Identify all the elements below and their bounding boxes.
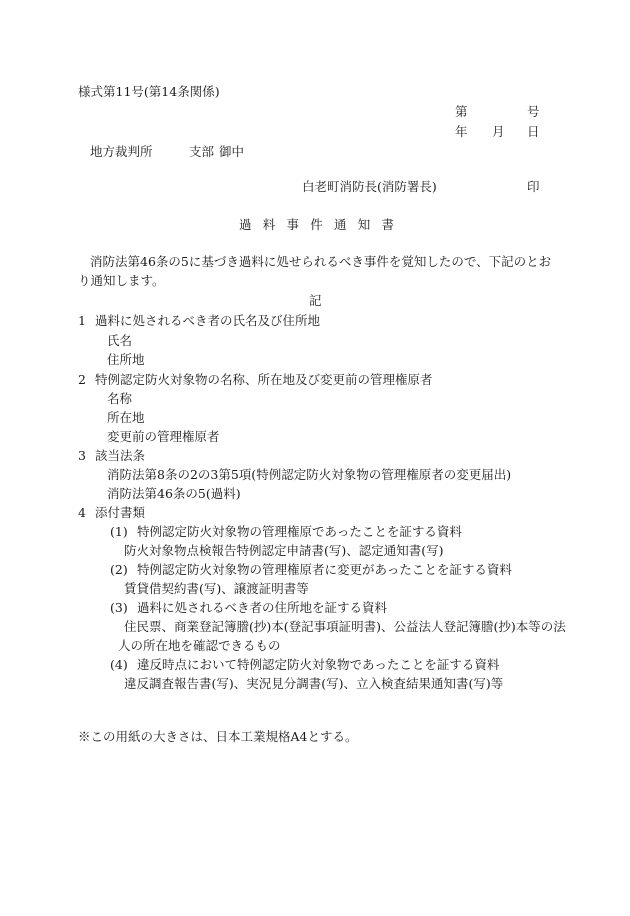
item4-4-number: (4) bbox=[110, 657, 128, 672]
addressee-branch: 支部 bbox=[189, 144, 215, 159]
item1-heading: 過料に処されるべき者の氏名及び住所地 bbox=[95, 313, 321, 328]
date-month: 月 bbox=[492, 124, 505, 139]
item4-1-number: (1) bbox=[110, 524, 128, 539]
item4-3-detail-line1: 住民票、商業登記簿謄(抄)本(登記事項証明書)、公益法人登記簿謄(抄)本等の法 bbox=[124, 619, 566, 634]
item2-name: 名称 bbox=[107, 391, 133, 406]
date-day: 日 bbox=[527, 124, 540, 139]
item4-2-heading: 特例認定防火対象物の管理権原者に変更があったことを証する資料 bbox=[137, 562, 512, 577]
item4-4-heading: 違反時点において特例認定防火対象物であったことを証する資料 bbox=[137, 657, 500, 672]
sender-seal: 印 bbox=[527, 179, 540, 194]
ki-label: 記 bbox=[309, 293, 322, 308]
number-suffix: 号 bbox=[527, 104, 540, 119]
item3-law-2: 消防法第46条の5(過料) bbox=[107, 486, 241, 501]
item4-4-detail: 違反調査報告書(写)、実況見分調書(写)、立入検査結果通知書(写)等 bbox=[124, 676, 504, 691]
item3-number: 3 bbox=[78, 448, 86, 463]
item2-heading: 特例認定防火対象物の名称、所在地及び変更前の管理権原者 bbox=[95, 372, 433, 387]
item4-heading: 添付書類 bbox=[95, 505, 146, 520]
item4-3-number: (3) bbox=[110, 600, 128, 615]
item4-3-detail-line2: 人の所在地を確認できるもの bbox=[118, 638, 281, 653]
item4-1-heading: 特例認定防火対象物の管理権原であったことを証する資料 bbox=[137, 524, 462, 539]
item3-law-1: 消防法第8条の2の3第5項(特例認定防火対象物の管理権原者の変更届出) bbox=[107, 467, 512, 482]
item2-location: 所在地 bbox=[107, 410, 145, 425]
item3-heading: 該当法条 bbox=[95, 448, 146, 463]
item2-prior-owner: 変更前の管理権原者 bbox=[107, 429, 220, 444]
addressee-honorific: 御中 bbox=[219, 144, 245, 159]
document-title: 過料事件通知書 bbox=[239, 217, 406, 232]
item4-3-heading: 過料に処されるべき者の住所地を証する資料 bbox=[137, 600, 388, 615]
addressee-court: 地方裁判所 bbox=[90, 144, 153, 159]
item1-name: 氏名 bbox=[107, 333, 133, 348]
item4-2-detail: 賃貸借契約書(写)、譲渡証明書等 bbox=[124, 581, 309, 596]
sender-name: 白老町消防長(消防署長) bbox=[302, 179, 437, 194]
footnote: ※この用紙の大きさは、日本工業規格A4とする。 bbox=[78, 729, 358, 744]
date-year: 年 bbox=[455, 124, 468, 139]
item1-address: 住所地 bbox=[107, 352, 145, 367]
number-prefix: 第 bbox=[455, 104, 468, 119]
item1-number: 1 bbox=[78, 313, 86, 328]
body-paragraph: 消防法第46条の5に基づき過料に処せられるべき事件を覚知したので、下記のとおり通知します。 bbox=[78, 254, 552, 288]
item4-2-number: (2) bbox=[110, 562, 128, 577]
item4-number: 4 bbox=[78, 505, 86, 520]
item4-1-detail: 防火対象物点検報告特例認定申請書(写)、認定通知書(写) bbox=[124, 543, 444, 558]
item2-number: 2 bbox=[78, 372, 86, 387]
form-number: 様式第11号(第14条関係) bbox=[78, 84, 220, 99]
